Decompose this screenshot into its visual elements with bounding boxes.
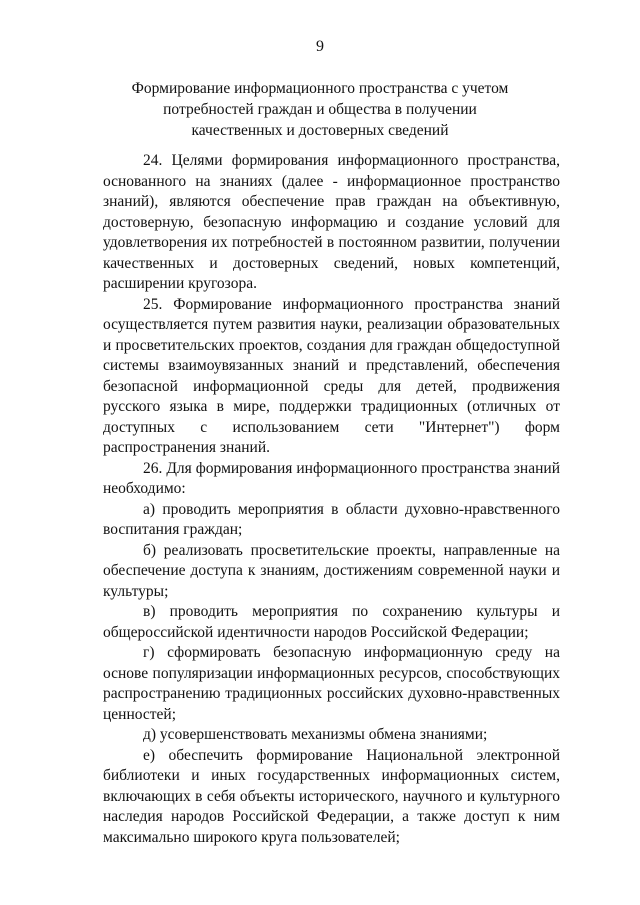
list-item-g: г) сформировать безопасную информационную среду на основе популяризации информационных ресурсов, способствующих распространению традиционных российских духовно-нравственных ценностей; [103, 644, 560, 723]
document-body [103, 151, 560, 848]
heading-line-2: потребностей граждан и общества в получении [163, 101, 477, 118]
heading-line-1: Формирование информационного пространства с учетом [131, 80, 509, 97]
paragraph-24: 24. Целями формирования информационного пространства, основанного на знаниях (далее - информационное пространство знаний), являются обеспечение прав граждан на объективную, достоверную, безопасную информацию и создание условий для удовлетворения их потребностей в постоянном развитии, получении качественных и достоверных сведений, новых компетенций, расширении кругозора. [103, 152, 560, 292]
list-item-a: а) проводить мероприятия в области духовно-нравственного воспитания граждан; [103, 500, 560, 538]
paragraph-26: 26. Для формирования информационного пространства знаний необходимо: [103, 459, 560, 497]
list-item-v: в) проводить мероприятия по сохранению культуры и общероссийской идентичности народов Российской Федерации; [103, 603, 560, 641]
paragraph-25: 25. Формирование информационного пространства знаний осуществляется путем развития науки, реализации образовательных и просветительских проектов, создания для граждан общедоступной системы взаимоувязанных знаний и представлений, обеспечения безопасной информационной среды для детей, продвижения русского языка в мире, поддержки традиционных (отличных от доступных с использованием сети "Интернет") форм распространения знаний. [103, 295, 560, 456]
heading-line-3: качественных и достоверных сведений [191, 122, 449, 139]
list-item-b: б) реализовать просветительские проекты, направленные на обеспечение доступа к знаниям, достижениям современной науки и культуры; [103, 541, 560, 600]
section-heading [80, 78, 560, 141]
page-number: 9 [316, 38, 324, 55]
list-item-d: д) усовершенствовать механизмы обмена знаниями; [143, 726, 488, 743]
list-item-e: е) обеспечить формирование Национальной электронной библиотеки и иных государственных информационных систем, включающих в себя объекты исторического, научного и культурного наследия народов Российской Федерации, а также доступ к ним максимально широкого круга пользователей; [103, 746, 560, 846]
